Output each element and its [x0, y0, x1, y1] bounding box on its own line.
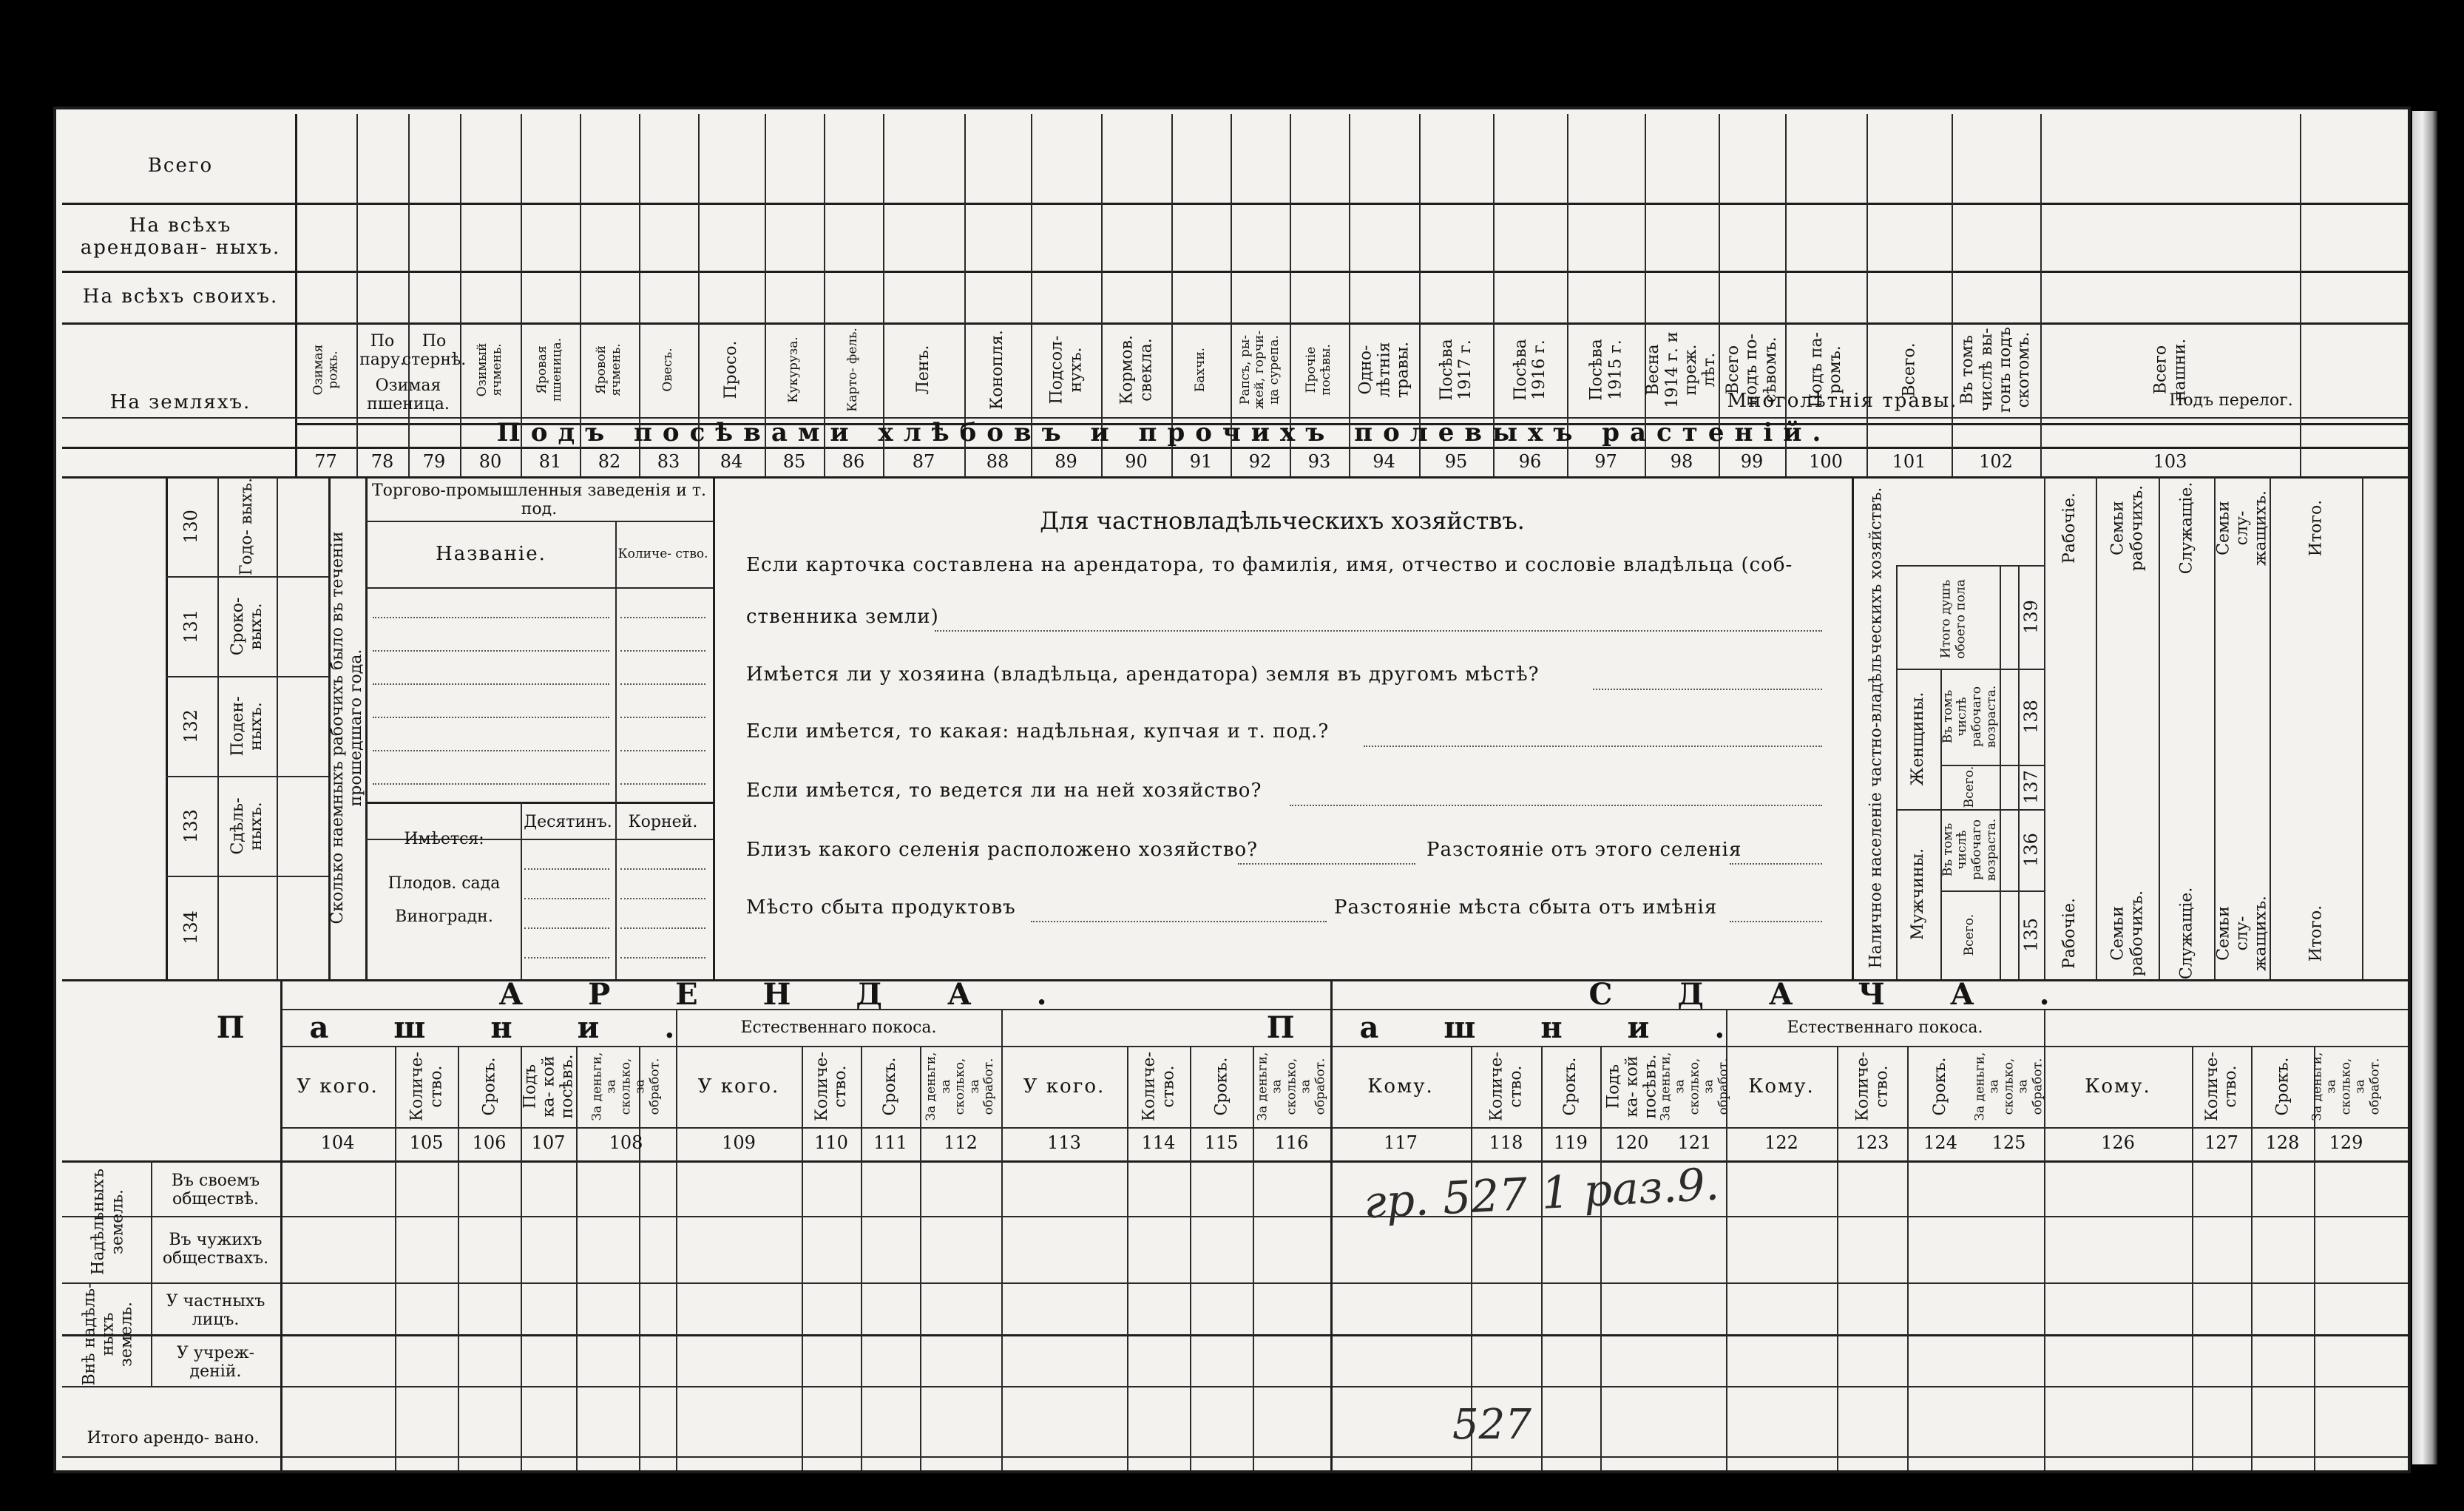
row-itogo-arendovano: Итого арендо- вано. — [87, 1428, 260, 1447]
col-header-20: Срокъ. — [1931, 1057, 1950, 1116]
rule-line — [1852, 476, 1854, 979]
dotted-fill-line — [620, 783, 705, 785]
col-number-17: 121 — [1677, 1132, 1712, 1153]
column-number-11: 88 — [986, 451, 1009, 472]
col-number-21: 125 — [1991, 1132, 2026, 1153]
right-col-bottom-1: Семьи рабочихъ. — [2108, 890, 2146, 976]
rule-line — [62, 1216, 2411, 1217]
col-number-8: 112 — [944, 1132, 978, 1153]
col-number-16: 120 — [1614, 1132, 1649, 1153]
header-5: Яровой ячмень. — [594, 342, 623, 396]
rule-line — [713, 476, 715, 979]
header-1: По пару. — [359, 332, 405, 369]
row-label-arendovannykh: На всѣхъ арендован- ныхъ. — [80, 214, 281, 259]
rule-line — [62, 476, 2411, 479]
book-spine — [2412, 111, 2437, 1464]
rule-line — [62, 271, 2411, 273]
dotted-fill-line — [620, 898, 705, 899]
dotted-fill-line — [524, 898, 609, 899]
column-number-12: 89 — [1055, 451, 1077, 472]
column-number-9: 86 — [842, 451, 865, 472]
population-men-vsego: Всего. — [1962, 913, 1977, 956]
private-q-village: Близъ какого селенія расположено хозяйство? — [746, 839, 1259, 861]
title-arenda: АРЕНДА. — [498, 976, 1112, 1012]
col-header-7: Срокъ. — [881, 1057, 900, 1116]
dotted-fill-line — [620, 868, 705, 870]
dotted-fill-line — [1031, 921, 1327, 922]
col-number-10: 114 — [1141, 1132, 1176, 1153]
col-number-11: 115 — [1204, 1132, 1239, 1153]
workers-label-0: Годо- выхъ. — [237, 477, 257, 575]
population-num-135: 135 — [2020, 918, 2041, 952]
column-number-13: 90 — [1125, 451, 1148, 472]
dotted-fill-line — [620, 750, 705, 751]
row-label-na-zemlyakh: На земляхъ. — [109, 391, 251, 413]
row-u-chastnykh: У частныхъ лицъ. — [166, 1291, 265, 1329]
column-number-24: 101 — [1892, 451, 1926, 472]
col-header-14: Количе- ство. — [1487, 1052, 1525, 1121]
col-number-19: 123 — [1855, 1132, 1889, 1153]
right-col-top-0: Рабочіе. — [2060, 493, 2079, 564]
sdacha-pokos: Естественнаго покоса. — [1787, 1018, 1983, 1037]
col-number-25: 129 — [2329, 1132, 2363, 1153]
header-16: Прочіе посѣвы. — [1304, 343, 1333, 396]
col-header-4: За деньги, за сколько, за обработ. — [589, 1052, 662, 1121]
garden-row-sad: Плодов. сада — [387, 873, 501, 893]
rule-line — [2300, 114, 2301, 476]
workers-caption: Сколько наемныхъ рабочихъ было въ теченіи прошедшаго года. — [328, 531, 365, 924]
col-number-24: 128 — [2265, 1132, 2300, 1153]
header-9: Карто- фель. — [845, 327, 861, 412]
col-header-25: За деньги, за сколько, за обработ. — [2309, 1052, 2382, 1121]
rule-line — [1896, 565, 2044, 567]
rule-line — [62, 1160, 2411, 1163]
private-q-distance-village: Разстояніе отъ этого селенія — [1426, 839, 1742, 861]
header-20: Посѣва 1915 г. — [1587, 338, 1625, 401]
col-header-12: За деньги, за сколько, за обработ. — [1254, 1052, 1327, 1121]
col-header-6: Количе- ство. — [812, 1052, 850, 1121]
col-header-9: У кого. — [1023, 1075, 1106, 1098]
banner-pod-posevami: Подъ посѣвами хлѣбовъ и прочихъ полевыхъ растеній. — [496, 418, 1832, 447]
dotted-fill-line — [1730, 863, 1822, 865]
col-number-3: 107 — [531, 1132, 566, 1153]
private-q-other-land: Имѣется ли у хозяина (владѣльца, арендатора) земля въ другомъ мѣстѣ? — [746, 663, 1540, 686]
rule-line — [365, 802, 713, 804]
population-num-137: 137 — [2020, 770, 2041, 804]
col-header-15: Срокъ. — [1561, 1057, 1580, 1116]
workers-number-2: 132 — [180, 709, 202, 743]
column-number-14: 91 — [1189, 451, 1213, 472]
column-number-16: 93 — [1307, 451, 1331, 472]
header-24: Всего. — [1899, 342, 1918, 397]
dotted-fill-line — [935, 630, 1822, 632]
header-8: Кукуруза. — [786, 336, 802, 403]
header-17: Одно- лѣтнія травы. — [1355, 341, 1412, 398]
col-number-7: 111 — [873, 1132, 907, 1153]
dotted-fill-line — [1364, 746, 1822, 747]
subheader-pod-pereloga: Подъ перелог. — [2169, 391, 2293, 410]
population-women-vsego: Всего. — [1962, 765, 1977, 808]
dotted-fill-line — [373, 783, 609, 785]
col-header-5: У кого. — [697, 1075, 780, 1098]
col-number-9: 113 — [1047, 1132, 1081, 1153]
header-15: Рапсъ, ры- жей, горчи- ца сурепа. — [1237, 330, 1282, 409]
rule-line — [2044, 476, 2045, 979]
header-6: Овесъ. — [660, 347, 676, 392]
rule-line — [62, 203, 2411, 205]
rule-line — [62, 322, 2411, 325]
col-header-22: Кому. — [2085, 1075, 2151, 1098]
workers-label-3: Сдѣль- ныхъ. — [228, 797, 265, 855]
header-7: Просо. — [722, 339, 741, 399]
rule-line — [1896, 809, 2044, 811]
population-women-working: Въ томъ числѣ рабочаго возраста. — [1940, 685, 1999, 748]
column-number-1: 78 — [370, 451, 394, 472]
column-number-4: 81 — [538, 451, 562, 472]
rule-line — [2362, 476, 2363, 979]
col-number-15: 119 — [1554, 1132, 1588, 1153]
handwritten-note: гр. 527 1 раз.9. — [1362, 1158, 1721, 1229]
arenda-pashni: Пашни. — [216, 1010, 740, 1045]
column-number-25: 102 — [1979, 451, 2013, 472]
column-number-15: 92 — [1248, 451, 1272, 472]
col-header-13: Кому. — [1367, 1075, 1434, 1098]
dotted-fill-line — [620, 957, 705, 959]
dotted-fill-line — [620, 650, 705, 652]
rule-line — [2159, 476, 2160, 979]
sdacha-pashni: Пашни. — [1266, 1010, 1790, 1045]
workers-label-2: Поден- ныхъ. — [228, 695, 265, 757]
header-14: Бахчи. — [1193, 347, 1208, 392]
workers-number-4: 134 — [180, 910, 202, 944]
header-23: Подъ па- ромъ. — [1807, 331, 1844, 408]
header-2: По стернѣ. — [402, 332, 467, 369]
col-number-1: 105 — [409, 1132, 444, 1153]
col-number-4: 108 — [609, 1132, 643, 1153]
garden-desyatin-header: Десятинъ. — [524, 813, 612, 831]
column-number-0: 77 — [314, 451, 337, 472]
header-22: Всего подъ по- сѣвомъ. — [1724, 333, 1780, 406]
column-number-19: 96 — [1518, 451, 1542, 472]
col-number-23: 127 — [2204, 1132, 2238, 1153]
rule-line — [62, 1386, 2411, 1387]
col-header-3: Подъ ка- кой посѣвъ. — [520, 1054, 577, 1119]
population-women: Женщины. — [1909, 692, 1928, 786]
dotted-fill-line — [524, 927, 609, 929]
column-number-8: 85 — [782, 451, 806, 472]
dotted-fill-line — [620, 617, 705, 618]
population-caption: Наличное населеніе частно-владѣльческихъ хозяйствъ. — [1866, 487, 1885, 969]
col-number-22: 126 — [2101, 1132, 2135, 1153]
col-header-0: У кого. — [297, 1075, 379, 1098]
workers-number-3: 133 — [180, 808, 202, 843]
header-13: Кормов. свекла. — [1117, 334, 1155, 405]
col-header-2: Срокъ. — [479, 1057, 498, 1116]
right-col-bottom-0: Рабочіе. — [2060, 897, 2079, 969]
column-number-7: 84 — [720, 451, 743, 472]
row-v-svoem: Въ своемъ обществѣ. — [171, 1172, 260, 1209]
col-number-6: 110 — [814, 1132, 848, 1153]
group-vne-nadelnykh: Внѣ надѣль- ныхъ земель. — [79, 1282, 136, 1386]
header-11: Конопля. — [988, 329, 1007, 410]
private-q-land-type: Если имѣется, то какая: надѣльная, купчая и т. под.? — [746, 720, 1330, 743]
right-col-top-1: Семьи рабочихъ. — [2108, 484, 2146, 572]
private-farm-title: Для частновладѣльческихъ хозяйствъ. — [1040, 507, 1525, 535]
trade-name-header: Названіе. — [436, 543, 546, 565]
dotted-fill-line — [620, 717, 705, 718]
trade-title: Торгово-промышленныя заведенія и т. под. — [371, 481, 707, 518]
header-25: Въ томъ числѣ вы- гонъ подъ скотомъ. — [1958, 326, 2034, 413]
population-men-working: Въ томъ числѣ рабочаго возраста. — [1940, 818, 1999, 882]
row-u-uchrezhdeniy: У учреж- деній. — [176, 1343, 255, 1381]
column-number-3: 80 — [478, 451, 502, 472]
col-number-2: 106 — [472, 1132, 507, 1153]
col-number-18: 122 — [1764, 1132, 1798, 1153]
census-card-sheet — [53, 107, 2411, 1473]
rule-line — [2040, 114, 2042, 476]
dotted-fill-line — [1730, 921, 1822, 922]
right-col-top-4: Итого. — [2306, 499, 2325, 557]
workers-number-0: 130 — [180, 509, 202, 544]
population-men: Мужчины. — [1909, 848, 1928, 941]
population-num-139: 139 — [2020, 600, 2041, 634]
col-header-24: Срокъ. — [2272, 1057, 2292, 1116]
garden-row-vinograd: Виноградн. — [395, 907, 493, 926]
header-18: Посѣва 1917 г. — [1437, 338, 1475, 401]
column-number-2: 79 — [422, 451, 446, 472]
dotted-fill-line — [373, 750, 609, 751]
header-10: Ленъ. — [914, 344, 933, 395]
title-sdacha: СДАЧА. — [1588, 976, 2115, 1012]
garden-korney-header: Корней. — [628, 813, 698, 831]
rule-line — [62, 1282, 2411, 1284]
dotted-fill-line — [524, 957, 609, 959]
col-header-1: Количе- ство. — [407, 1052, 445, 1121]
subheader-mnogoletnie-travy: Многолѣтнія травы. — [1727, 389, 1958, 412]
rule-line — [365, 587, 713, 589]
column-number-18: 95 — [1444, 451, 1468, 472]
workers-number-1: 131 — [180, 609, 202, 643]
header-19: Посѣва 1916 г. — [1511, 338, 1549, 401]
col-number-0: 104 — [320, 1132, 355, 1153]
column-number-17: 94 — [1373, 451, 1395, 472]
header-12: Подсол- нухъ. — [1047, 335, 1085, 404]
private-q-managed: Если имѣется, то ведется ли на ней хозяйство? — [746, 780, 1262, 802]
rule-line — [1940, 765, 2044, 766]
header-26: Всего пашни. — [2151, 338, 2189, 401]
header-4: Яровая пшеница. — [535, 337, 564, 402]
dotted-fill-line — [1290, 805, 1822, 806]
header-21: Весна 1914 г. и преж. лѣт. — [1644, 331, 1719, 408]
col-number-13: 117 — [1384, 1132, 1418, 1153]
column-number-5: 82 — [598, 451, 621, 472]
col-header-23: Количе- ство. — [2202, 1052, 2240, 1121]
right-col-bottom-2: Служащіе. — [2176, 887, 2196, 979]
rule-line — [365, 521, 713, 522]
col-header-21: За деньги, за сколько, за обработ. — [1971, 1052, 2045, 1121]
col-header-18: Кому. — [1748, 1075, 1815, 1098]
right-col-top-2: Служащіе. — [2176, 481, 2196, 575]
right-col-bottom-4: Итого. — [2306, 905, 2325, 961]
col-header-17: За деньги, за сколько, за обработ. — [1657, 1052, 1730, 1121]
col-header-16: Подъ ка- кой посѣвъ. — [1603, 1054, 1660, 1119]
arenda-pokos: Естественнаго покоса. — [740, 1018, 937, 1037]
col-header-11: Срокъ. — [1211, 1057, 1231, 1116]
col-number-14: 118 — [1489, 1132, 1523, 1153]
rule-line — [62, 1456, 2411, 1458]
col-number-20: 124 — [1923, 1132, 1957, 1153]
header-3: Озимый ячмень. — [475, 342, 504, 396]
rule-line — [62, 1334, 2411, 1336]
garden-has-label: Имѣется: — [404, 829, 484, 848]
private-q-owner-cont: ственника земли) — [746, 606, 939, 628]
rule-line — [277, 476, 278, 979]
column-number-20: 97 — [1594, 451, 1617, 472]
dotted-fill-line — [1593, 689, 1822, 690]
column-number-6: 83 — [657, 451, 680, 472]
row-label-vsego: Всего — [147, 155, 214, 177]
col-header-10: Количе- ство. — [1140, 1052, 1177, 1121]
dotted-fill-line — [373, 650, 609, 652]
dotted-fill-line — [524, 868, 609, 870]
dotted-fill-line — [1238, 863, 1415, 865]
dotted-fill-line — [620, 927, 705, 929]
column-number-26: 103 — [2153, 451, 2187, 472]
workers-label-1: Сроко- выхъ. — [228, 597, 265, 655]
column-number-21: 98 — [1670, 451, 1693, 472]
dotted-fill-line — [373, 717, 609, 718]
group-nadelnykh: Надѣльныхъ земель. — [89, 1168, 126, 1275]
header-0: Озимая рожь. — [310, 344, 340, 395]
trade-qty-header: Количе- ство. — [617, 547, 708, 561]
rule-line — [295, 114, 297, 476]
column-number-22: 99 — [1740, 451, 1764, 472]
rule-line — [365, 476, 368, 979]
dotted-fill-line — [620, 683, 705, 685]
rule-line — [1896, 669, 2044, 670]
column-number-10: 87 — [912, 451, 935, 472]
rule-line — [151, 1160, 152, 1386]
population-total: Итого душъ обоего пола — [1937, 578, 1968, 659]
col-number-12: 116 — [1274, 1132, 1309, 1153]
dotted-fill-line — [373, 683, 609, 685]
col-number-5: 109 — [722, 1132, 756, 1153]
private-q-owner: Если карточка составлена на арендатора, то фамилія, имя, отчество и сословіе владѣльца (соб- — [746, 554, 1793, 576]
rule-line — [1940, 890, 2044, 892]
private-q-market: Мѣсто сбыта продуктовъ — [746, 896, 1016, 919]
population-num-138: 138 — [2020, 700, 2041, 734]
row-v-chuzhikh: Въ чужихъ обществахъ. — [162, 1231, 269, 1268]
population-num-136: 136 — [2020, 833, 2041, 867]
handwritten-number: 527 — [1452, 1401, 1531, 1449]
dotted-fill-line — [373, 617, 609, 618]
rule-line — [2096, 476, 2097, 979]
row-label-svoikh: На всѣхъ своихъ. — [82, 285, 279, 308]
col-header-8: За деньги, за сколько, за обработ. — [924, 1052, 997, 1121]
subheader-ozimaya-pshenitsa: Озимая пшеница. — [367, 376, 450, 413]
private-q-distance-market: Разстояніе мѣста сбыта отъ имѣнія — [1334, 896, 1718, 919]
column-number-23: 100 — [1809, 451, 1843, 472]
right-col-bottom-3: Семьи слу- жащихъ. — [2213, 895, 2270, 971]
right-col-top-3: Семьи слу- жащихъ. — [2213, 490, 2270, 566]
col-header-19: Количе- ство. — [1853, 1052, 1891, 1121]
rule-line — [280, 1046, 2411, 1047]
